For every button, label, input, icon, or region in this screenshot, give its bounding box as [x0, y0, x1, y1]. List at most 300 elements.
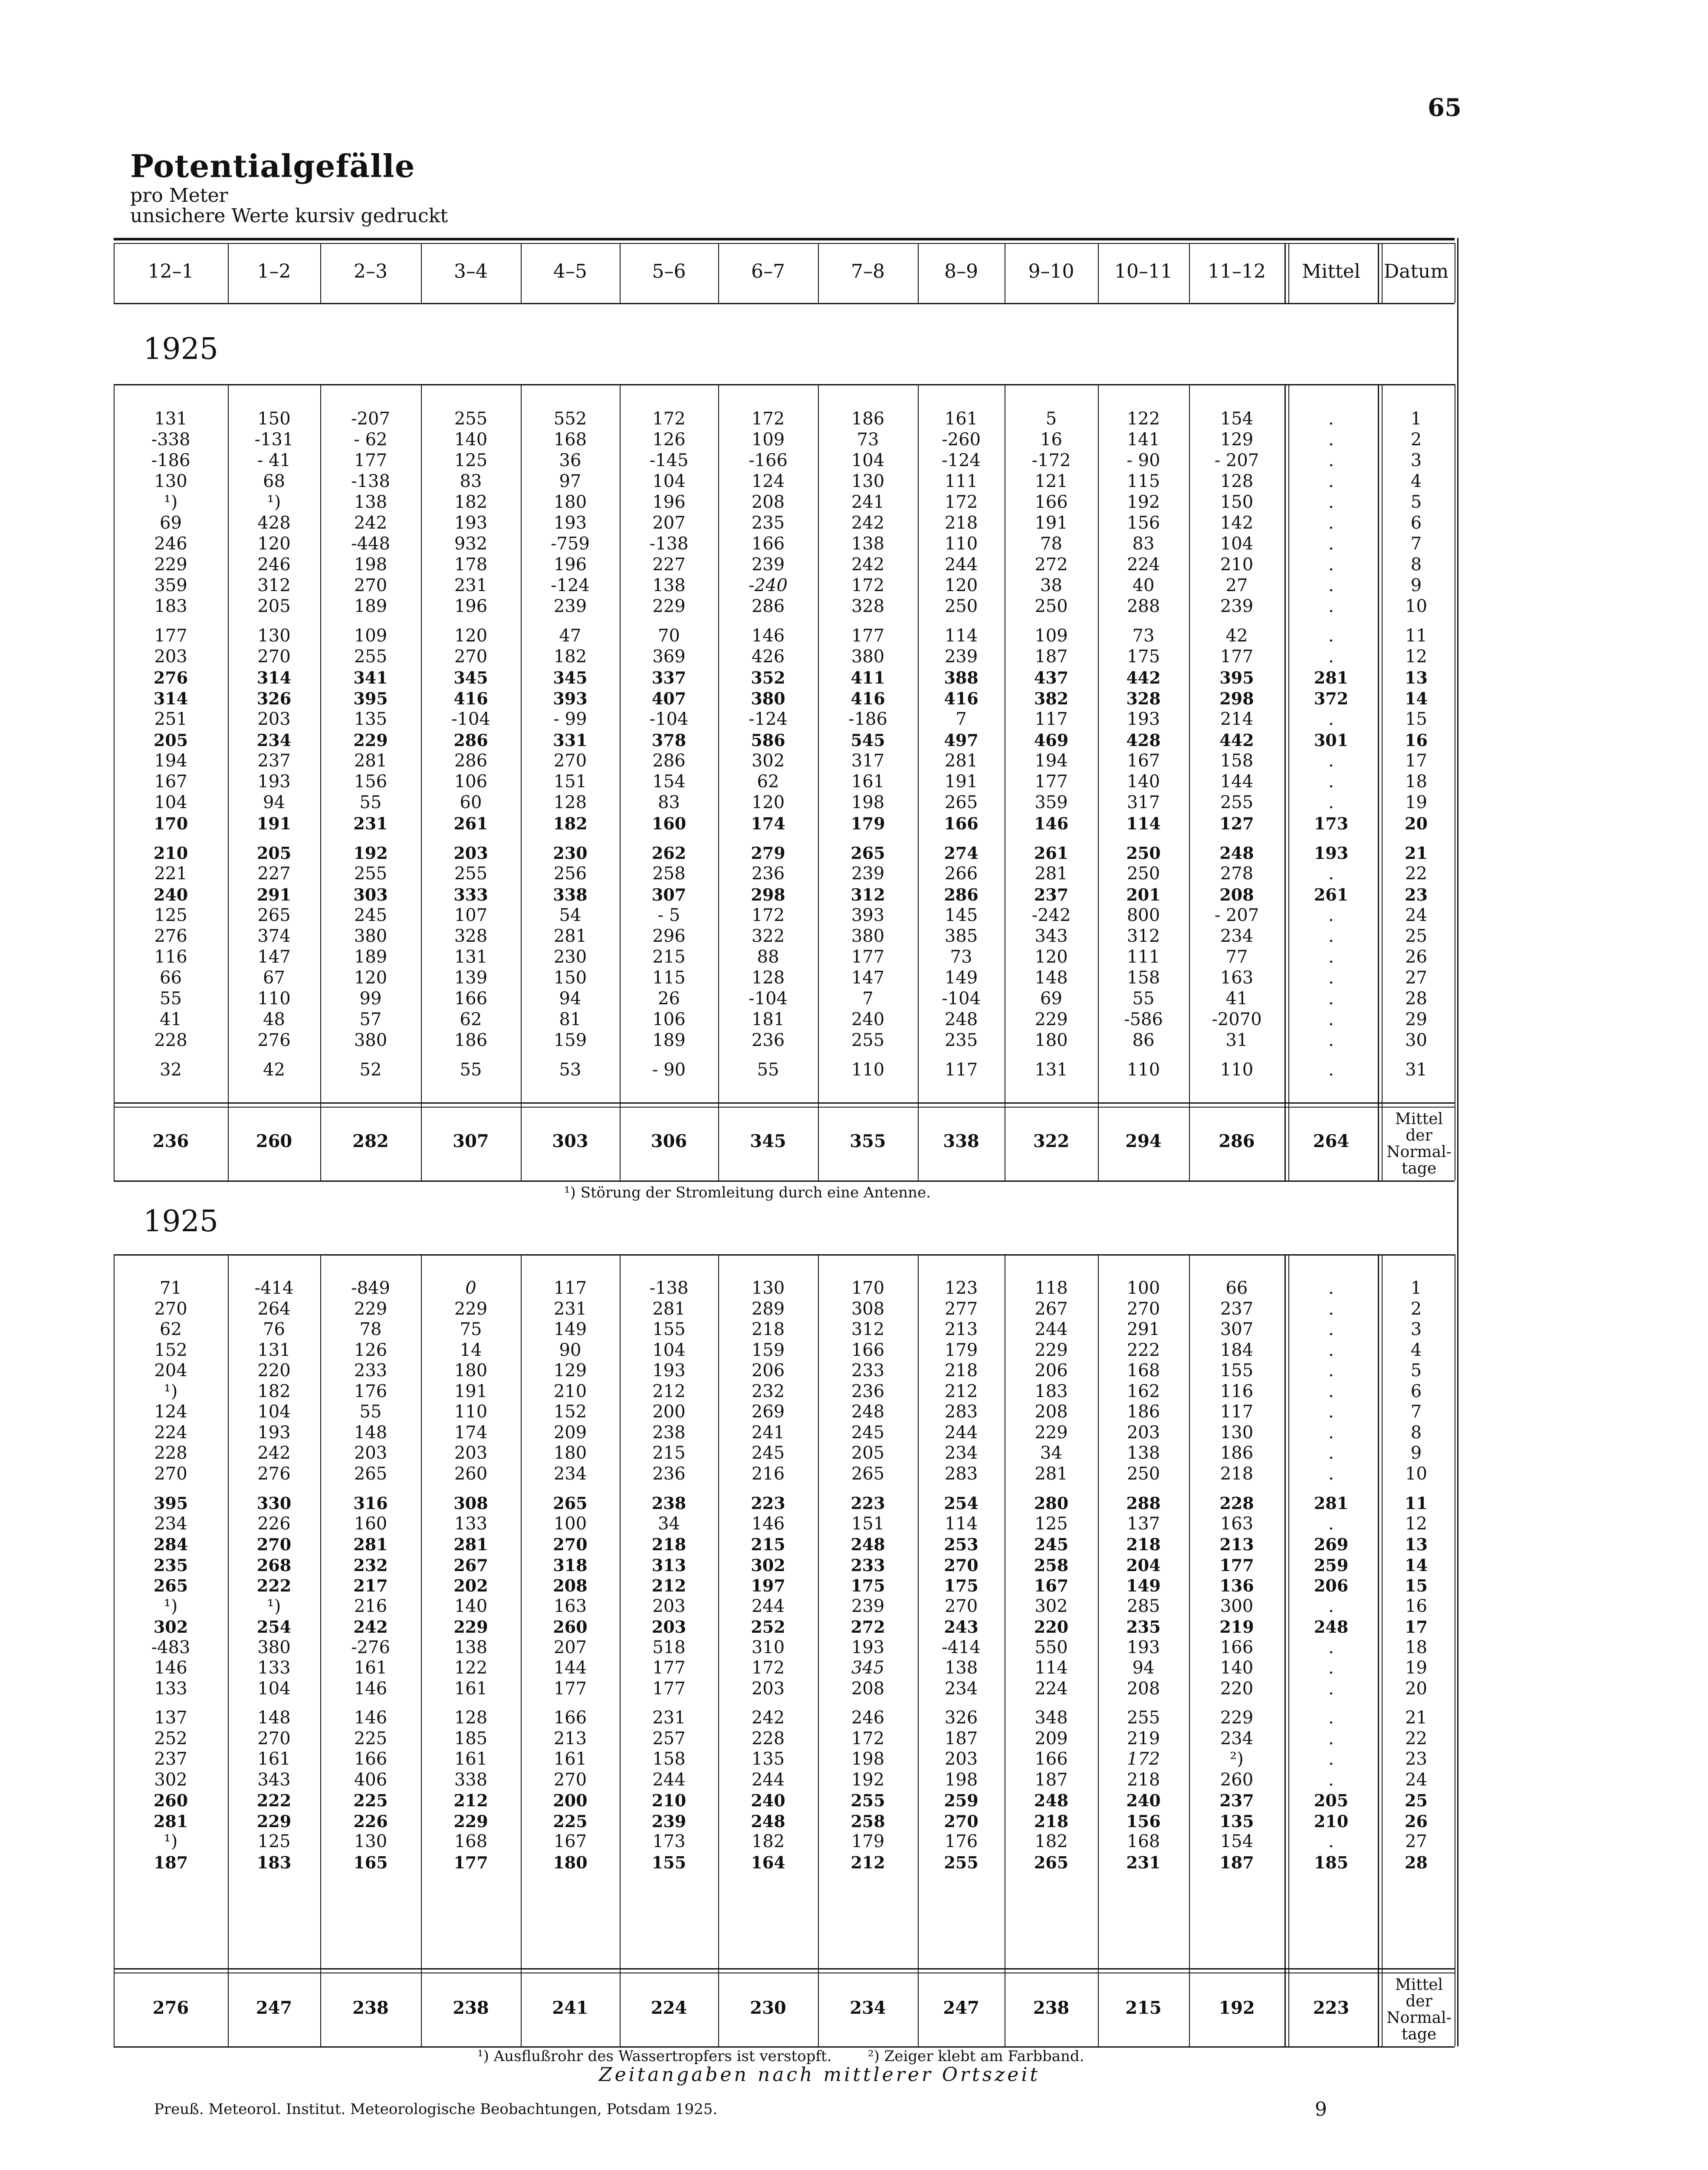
table-cell: 203 [354, 1443, 388, 1463]
table-cell: 244 [652, 1769, 686, 1790]
table-cell: 286 [944, 885, 979, 904]
table-cell: 100 [553, 1513, 587, 1534]
column-rule [818, 384, 819, 1180]
table-cell: 210 [153, 843, 188, 863]
table-cell: 203 [1127, 1422, 1160, 1443]
table-cell: 15 [1405, 709, 1427, 729]
table-cell: 123 [944, 1278, 978, 1298]
mean-cell: 234 [850, 1998, 886, 2018]
table-row [0, 1679, 1708, 1699]
table-cell: 215 [652, 1443, 686, 1463]
column-header: 10–11 [1114, 260, 1173, 283]
table-cell: 22 [1405, 864, 1427, 884]
rule-line [114, 1102, 1455, 1104]
table-cell: 130 [154, 471, 187, 491]
table-cell: 239 [651, 1811, 686, 1831]
rule-line [114, 238, 1455, 240]
table-cell: 124 [154, 1402, 187, 1422]
mean-cell: 192 [1219, 1998, 1255, 2018]
table-cell: 120 [354, 968, 388, 988]
table-cell: 41 [1225, 989, 1248, 1009]
table-cell: 359 [154, 575, 187, 595]
table-cell: 170 [153, 814, 188, 833]
table-cell: 312 [1127, 926, 1160, 946]
table-cell: 302 [1035, 1596, 1068, 1616]
table-cell: 138 [354, 492, 388, 512]
mean-cell: 355 [850, 1131, 886, 1151]
table-row [0, 1493, 1708, 1513]
table-cell: 296 [652, 926, 686, 946]
table-cell: 380 [257, 1637, 291, 1657]
table-cell: 177 [1220, 647, 1254, 667]
table-cell: 248 [851, 1402, 885, 1422]
table-cell: 179 [851, 1831, 885, 1851]
normal-days-label-line: Normal- [1386, 2009, 1452, 2027]
table-cell: 203 [454, 1443, 488, 1463]
mean-cell: 303 [552, 1131, 588, 1151]
table-cell: ¹) [164, 1381, 178, 1401]
footnote: ¹) Störung der Stromleitung durch eine Antenne. [564, 1184, 931, 1201]
table-cell: 212 [944, 1381, 978, 1401]
table-cell: 268 [256, 1555, 292, 1575]
column-rule [114, 243, 115, 303]
table-cell: 252 [751, 1617, 785, 1637]
table-cell: 229 [453, 1617, 488, 1637]
table-cell: 208 [1127, 1678, 1160, 1699]
table-cell: 150 [553, 968, 587, 988]
table-cell: 21 [1405, 1708, 1427, 1728]
table-cell: 264 [257, 1299, 291, 1319]
table-cell: 345 [553, 668, 588, 687]
table-cell: 213 [1219, 1535, 1254, 1554]
table-cell: 129 [553, 1361, 587, 1381]
table-cell: 345 [453, 668, 488, 687]
table-cell: 411 [851, 668, 885, 687]
table-cell: 203 [652, 1596, 686, 1616]
table-cell: -138 [649, 1278, 689, 1298]
table-row [0, 864, 1708, 884]
column-rule [320, 1254, 321, 2046]
table-cell: 182 [751, 1831, 785, 1851]
table-cell: 16 [1040, 430, 1062, 450]
table-row [0, 450, 1708, 471]
table-cell: 70 [658, 626, 680, 646]
table-cell: 586 [751, 730, 785, 750]
table-cell: 5 [1410, 492, 1422, 512]
column-rule [421, 384, 422, 1180]
table-cell: - 41 [257, 450, 291, 470]
column-rule [918, 243, 919, 303]
table-cell: 302 [154, 1769, 187, 1790]
table-cell: 277 [944, 1299, 978, 1319]
table-cell: 116 [1220, 1381, 1254, 1401]
table-cell: 250 [1127, 864, 1160, 884]
table-cell: 83 [460, 471, 482, 491]
subtitle-line: unsichere Werte kursiv gedruckt [130, 205, 448, 227]
table-cell: 208 [751, 492, 785, 512]
table-cell: 220 [257, 1361, 291, 1381]
table-cell: . [1328, 1678, 1334, 1699]
table-cell: 109 [751, 430, 785, 450]
table-cell: 238 [651, 1493, 686, 1513]
table-cell: 214 [1220, 709, 1254, 729]
table-cell: 168 [553, 430, 587, 450]
table-cell: 163 [1220, 1513, 1254, 1534]
table-cell: 248 [851, 1535, 885, 1554]
table-row [0, 555, 1708, 575]
table-cell: 265 [153, 1576, 188, 1595]
table-cell: 55 [1132, 989, 1155, 1009]
column-header: 6–7 [751, 260, 785, 283]
table-cell: 147 [851, 968, 885, 988]
table-cell: . [1328, 575, 1334, 595]
table-cell: . [1328, 555, 1334, 575]
table-cell: 338 [553, 885, 588, 904]
table-cell: 244 [751, 1769, 785, 1790]
table-cell: 276 [154, 926, 187, 946]
table-cell: 236 [652, 1463, 686, 1484]
table-cell: 147 [257, 947, 291, 967]
table-cell: 167 [154, 772, 187, 792]
column-header: 4–5 [553, 260, 587, 283]
mean-cell: 286 [1219, 1131, 1255, 1151]
table-cell: 259 [1314, 1555, 1349, 1575]
table-cell: 338 [454, 1769, 488, 1790]
table-cell: 106 [454, 772, 488, 792]
table-cell: 310 [751, 1637, 785, 1657]
table-row [0, 1464, 1708, 1484]
sheet-number: 9 [1315, 2098, 1327, 2121]
table-cell: 177 [553, 1678, 587, 1699]
table-cell: 261 [1314, 885, 1349, 904]
table-cell: 40 [1132, 575, 1155, 595]
table-cell: 155 [651, 1852, 686, 1872]
table-cell: 146 [354, 1678, 388, 1699]
table-cell: 166 [1035, 492, 1068, 512]
table-cell: 166 [944, 814, 979, 833]
table-cell: 146 [751, 1513, 785, 1534]
table-cell: 166 [1220, 1637, 1254, 1657]
column-header: 2–3 [354, 260, 388, 283]
table-cell: -124 [551, 575, 590, 595]
column-header: 11–12 [1208, 260, 1266, 283]
table-cell: 212 [851, 1852, 885, 1872]
table-cell: 326 [256, 689, 292, 708]
table-cell: 156 [354, 772, 388, 792]
table-cell: 151 [553, 772, 587, 792]
table-cell: 14 [460, 1340, 482, 1360]
table-cell: 7 [1410, 1402, 1422, 1422]
table-cell: 186 [454, 1030, 488, 1050]
table-cell: 200 [652, 1402, 686, 1422]
table-cell: 114 [1126, 814, 1161, 833]
table-row [0, 989, 1708, 1009]
table-cell: 183 [1035, 1381, 1068, 1401]
table-cell: 161 [454, 1749, 488, 1769]
table-cell: - 90 [652, 1060, 686, 1080]
table-cell: 120 [1035, 947, 1068, 967]
table-cell: 13 [1405, 668, 1428, 687]
table-cell: 800 [1127, 905, 1160, 925]
table-cell: 270 [154, 1463, 187, 1484]
table-cell: -104 [942, 989, 981, 1009]
table-cell: 86 [1132, 1030, 1155, 1050]
column-header: 5–6 [652, 260, 686, 283]
table-cell: 193 [1127, 709, 1160, 729]
table-cell: 166 [354, 1749, 388, 1769]
table-cell: 21 [1405, 843, 1428, 863]
table-cell: 416 [944, 689, 979, 708]
table-cell: 442 [1126, 668, 1161, 687]
table-cell: 250 [1126, 843, 1161, 863]
table-cell: 250 [944, 596, 978, 616]
table-cell: 175 [1127, 647, 1160, 667]
table-cell: 229 [1220, 1708, 1254, 1728]
table-cell: 289 [751, 1299, 785, 1319]
table-cell: 27 [1225, 575, 1248, 595]
table-cell: . [1328, 1060, 1334, 1080]
table-cell: 269 [1314, 1535, 1349, 1554]
table-cell: 12 [1405, 647, 1427, 667]
table-cell: 218 [944, 513, 978, 533]
table-cell: 270 [454, 647, 488, 667]
table-cell: -138 [649, 534, 689, 554]
table-cell: 90 [559, 1340, 581, 1360]
table-cell: 281 [353, 1535, 388, 1554]
table-cell: 193 [553, 513, 587, 533]
table-cell: . [1328, 751, 1334, 771]
table-cell: 162 [1127, 1381, 1160, 1401]
table-cell: 224 [154, 1422, 187, 1443]
table-cell: 281 [453, 1535, 488, 1554]
table-cell: 166 [454, 989, 488, 1009]
table-cell: 216 [751, 1463, 785, 1484]
table-cell: 55 [359, 792, 382, 812]
table-cell: 234 [1220, 1728, 1254, 1749]
table-cell: 27 [1405, 968, 1427, 988]
table-cell: 99 [359, 989, 382, 1009]
table-cell: 192 [353, 843, 388, 863]
table-cell: 10 [1405, 596, 1427, 616]
table-cell: 131 [257, 1340, 291, 1360]
table-cell: 196 [553, 555, 587, 575]
table-cell: 225 [553, 1811, 588, 1831]
table-cell: ²) [1230, 1749, 1244, 1769]
table-cell: 23 [1405, 885, 1428, 904]
table-cell: 229 [154, 555, 187, 575]
table-cell: 152 [553, 1402, 587, 1422]
table-cell: 172 [751, 409, 785, 429]
table-cell: 229 [1035, 1422, 1068, 1443]
table-cell: 254 [944, 1493, 979, 1513]
table-cell: 148 [257, 1708, 291, 1728]
table-cell: 239 [851, 1596, 885, 1616]
table-cell: 226 [353, 1811, 388, 1831]
table-cell: 281 [1314, 1493, 1349, 1513]
table-row [0, 688, 1708, 709]
table-cell: 265 [944, 792, 978, 812]
normal-days-label-line: der [1406, 1992, 1432, 2010]
table-cell: 122 [454, 1658, 488, 1678]
table-cell: 125 [1035, 1513, 1068, 1534]
table-cell: 31 [1405, 1060, 1427, 1080]
table-row [0, 1555, 1708, 1575]
column-rule [521, 384, 522, 1180]
table-row [0, 1443, 1708, 1463]
table-row [0, 843, 1708, 863]
table-cell: -138 [351, 471, 390, 491]
table-cell: 77 [1225, 947, 1248, 967]
table-cell: 215 [751, 1535, 785, 1554]
mean-cell: 294 [1125, 1131, 1162, 1151]
table-cell: 226 [257, 1513, 291, 1534]
table-cell: 193 [1127, 1637, 1160, 1657]
table-cell: 209 [1035, 1728, 1068, 1749]
table-cell: 428 [257, 513, 291, 533]
table-cell: 317 [1127, 792, 1160, 812]
table-cell: 117 [553, 1278, 587, 1298]
table-cell: 114 [944, 626, 978, 646]
table-cell: 388 [944, 668, 979, 687]
table-cell: 68 [263, 471, 285, 491]
table-cell: 185 [454, 1728, 488, 1749]
table-cell: 330 [256, 1493, 292, 1513]
table-cell: 281 [153, 1811, 188, 1831]
table-cell: 233 [851, 1555, 885, 1575]
table-cell: 205 [851, 1443, 885, 1463]
column-rule [228, 384, 229, 1180]
mean-cell: 282 [352, 1131, 389, 1151]
table-cell: -448 [351, 534, 390, 554]
table-cell: 146 [354, 1708, 388, 1728]
table-cell: 140 [454, 430, 488, 450]
table-row [0, 905, 1708, 926]
mean-cell: 215 [1125, 1998, 1162, 2018]
table-cell: 121 [1035, 471, 1068, 491]
table-cell: -166 [749, 450, 788, 470]
table-cell: 182 [1035, 1831, 1068, 1851]
table-cell: 125 [257, 1831, 291, 1851]
table-cell: 223 [851, 1493, 885, 1513]
table-cell: 255 [1220, 792, 1254, 812]
table-cell: . [1328, 534, 1334, 554]
table-cell: -145 [649, 450, 689, 470]
table-cell: 120 [751, 792, 785, 812]
table-cell: 175 [851, 1576, 885, 1595]
table-cell: 54 [559, 905, 581, 925]
table-cell: 42 [1225, 626, 1248, 646]
table-cell: 212 [652, 1381, 686, 1401]
table-cell: 208 [1219, 885, 1254, 904]
column-rule [1378, 243, 1379, 303]
table-cell: 2 [1410, 1299, 1422, 1319]
table-cell: . [1328, 1749, 1334, 1769]
table-cell: 393 [553, 689, 588, 708]
table-cell: 313 [651, 1555, 686, 1575]
table-cell: 172 [751, 905, 785, 925]
column-rule [1189, 1254, 1190, 2046]
table-cell: 42 [263, 1060, 285, 1080]
column-rule [818, 243, 819, 303]
table-cell: 94 [559, 989, 581, 1009]
table-row [0, 1596, 1708, 1617]
table-cell: 174 [454, 1422, 488, 1443]
table-cell: 127 [1219, 814, 1254, 833]
table-cell: 316 [353, 1493, 388, 1513]
table-cell: . [1328, 1030, 1334, 1050]
table-cell: 161 [454, 1678, 488, 1699]
table-cell: 291 [1127, 1319, 1160, 1339]
table-cell: 179 [944, 1340, 978, 1360]
table-row [0, 1402, 1708, 1422]
table-cell: 237 [1220, 1299, 1254, 1319]
column-header: 12–1 [148, 260, 194, 283]
table-cell: 161 [354, 1658, 388, 1678]
table-cell: 229 [353, 730, 388, 750]
table-cell: 246 [257, 555, 291, 575]
table-cell: 229 [454, 1299, 488, 1319]
table-cell: . [1328, 626, 1334, 646]
table-cell: . [1328, 709, 1334, 729]
normal-days-label-line: Mittel [1395, 1976, 1443, 1994]
table-cell: 255 [851, 1791, 885, 1810]
table-cell: 32 [160, 1060, 182, 1080]
table-cell: 261 [453, 814, 488, 833]
table-cell: . [1328, 492, 1334, 512]
table-cell: 223 [751, 1493, 785, 1513]
column-rule [114, 1254, 115, 2046]
table-cell: 224 [1035, 1678, 1068, 1699]
page-title: Potentialgefälle [130, 148, 415, 184]
table-cell: -104 [749, 989, 788, 1009]
table-cell: 359 [1035, 792, 1068, 812]
table-row [0, 1790, 1708, 1811]
table-cell: 240 [751, 1791, 785, 1810]
column-rule [1098, 1254, 1099, 2046]
table-cell: 239 [553, 596, 587, 616]
table-cell: 3 [1410, 1319, 1422, 1339]
table-cell: 110 [257, 989, 291, 1009]
table-cell: 220 [1034, 1617, 1069, 1637]
table-cell: 253 [944, 1535, 979, 1554]
table-cell: 212 [453, 1791, 488, 1810]
column-rule [1378, 384, 1379, 1180]
table-cell: 129 [1220, 430, 1254, 450]
table-cell: 243 [944, 1617, 979, 1637]
table-cell: 224 [1127, 555, 1160, 575]
table-cell: 11 [1405, 626, 1427, 646]
page-number: 65 [1428, 93, 1462, 122]
table-cell: 442 [1219, 730, 1254, 750]
table-cell: 250 [1127, 1463, 1160, 1484]
table-cell: 172 [851, 1728, 885, 1749]
table-cell: 185 [1314, 1852, 1349, 1872]
table-cell: 234 [154, 1513, 187, 1534]
table-cell: 81 [559, 1009, 581, 1029]
table-row [0, 575, 1708, 596]
table-cell: 17 [1405, 751, 1427, 771]
footer-caption: Zeitangaben nach mittlerer Ortszeit [599, 2064, 1041, 2086]
table-cell: 118 [1035, 1278, 1068, 1298]
table-cell: . [1328, 596, 1334, 616]
table-cell: 222 [1127, 1340, 1160, 1360]
column-rule [114, 384, 115, 1180]
table-cell: 128 [751, 968, 785, 988]
table-cell: 270 [944, 1596, 978, 1616]
mean-cell: 223 [1313, 1998, 1350, 2018]
table-cell: 270 [154, 1299, 187, 1319]
table-cell: 182 [553, 814, 588, 833]
